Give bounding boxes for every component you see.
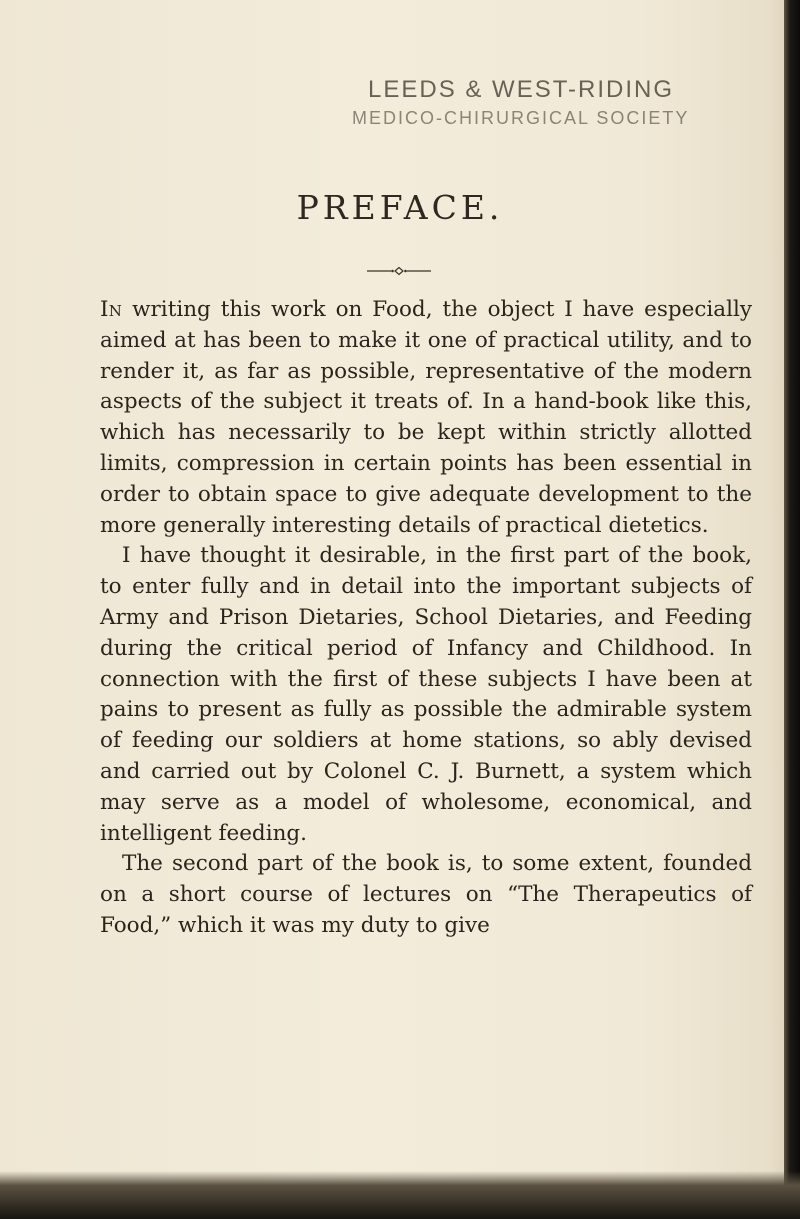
page-edge-shadow-right [784,0,800,1219]
paragraph-1 [100,295,752,541]
paragraph-3 [100,849,752,941]
stamp-line-1: LEEDS & WEST-RIDING [368,76,675,103]
page-edge-shadow-bottom [0,1171,800,1219]
preface-body [100,295,752,942]
paragraph-lead-word: In [100,297,123,322]
paragraph-text: The second part of the book is, to some extent, founded on a short course of lectures on “The Therapeutics of Food,” which it was my duty to give [100,851,752,938]
paragraph-text: writing this work on Food, the object I have especially aimed at has been to make it one of practical utility, and to render it, as far as possible, representative of the modern aspects of the subject it treats of. In a hand-book like this, which has necessarily to be kept within strictly allotted limits, compression in certain points has been essential in order to obtain space to give adequate development to the more generally interesting details of practical dietetics. [100,297,752,538]
divider-ornament [367,265,431,277]
paragraph-text: I have thought it desirable, in the first part of the book, to enter fully and in detail into the important subjects of Army and Prison Dietaries, School Dietaries, and Feeding during the critical period of Infancy and Childhood. In connection with the first of these subjects I have been at pains to present as fully as possible the admirable system of feeding our soldiers at home stations, so ably devised and carried out by Colonel C. J. Burnett, a system which may serve as a model of wholesome, economical, and intelligent feeding. [100,543,752,846]
stamp-line-2: MEDICO-CHIRURGICAL SOCIETY [352,108,690,128]
page-title: PREFACE. [296,188,504,227]
paragraph-2 [100,541,752,849]
